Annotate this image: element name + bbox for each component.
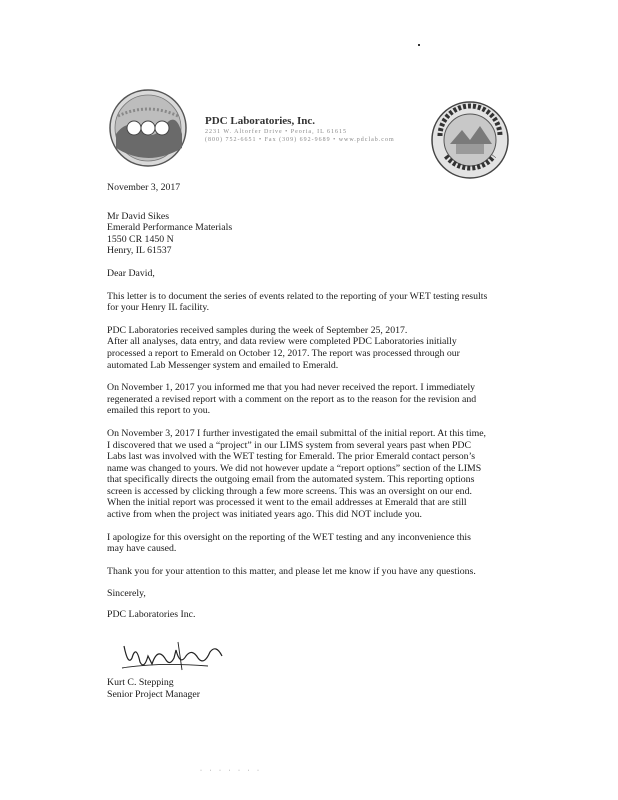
pdc-seal-logo-icon [108,88,188,168]
scan-footer-marks: · · · · · · · [200,768,262,774]
paragraph-2: PDC Laboratories received samples during the week of September 25, 2017. After all analyses, data entry, and data review were completed PDC Laboratories initially processed a report to Emerald on October 12, 2017. The report was processed through our automated Lab Messenger system and emailed to Emerald. [107,324,460,371]
signer-title: Senior Project Manager [107,688,201,700]
letterhead [205,115,435,143]
nelap-seal-logo-icon [430,100,510,180]
signature-block [107,677,200,700]
letter-body [107,182,527,632]
company-name: PDC Laboratories, Inc. [205,115,315,127]
paragraph-5: I apologize for this oversight on the reporting of the WET testing and any inconvenience this may have caused. [107,531,471,555]
signer-name: Kurt C. Stepping [107,677,174,688]
letterhead-phone: (800) 752-6651 • Fax (309) 692-9689 • www.pdclab.com [205,137,395,143]
recipient-company: Emerald Performance Materials [107,222,233,234]
letterhead-address: 2231 W. Altorfer Drive • Peoria, IL 61615 [205,129,348,135]
recipient-name: Mr David Sikes [107,210,170,222]
recipient-street: 1550 CR 1450 N [107,233,174,245]
recipient-address [107,211,527,257]
paragraph-6: Thank you for your attention to this matter, and please let me know if you have any questions. [107,565,476,577]
scan-speck [418,44,420,46]
closing: Sincerely, [107,588,146,600]
closing-company: PDC Laboratories Inc. [107,609,196,621]
recipient-city: Henry, IL 61537 [107,245,172,257]
paragraph-3: On November 1, 2017 you informed me that you had never received the report. I immediately regenerated a revised report with a comment on the report as to the reason for the revision and emailed this report to you. [107,382,477,417]
paragraph-1: This letter is to document the series of events related to the reporting of your WET testing results for your Henry IL facility. [107,290,488,314]
signature-icon [118,636,238,676]
salutation: Dear David, [107,267,155,279]
letter-date: November 3, 2017 [107,182,181,193]
paragraph-4: On November 3, 2017 I further investigated the email submittal of the initial report. At this time, I discovered that we used a “project” in our LIMS system from several years past when PDC Labs last was involved with the WET testing for Emerald. The prior Emerald contact person’s name was changed to yours. We did not however update a “report options” section of the LIMS that specifically directs the outgoing email from the automated system. This reporting options screen is accessed by clicking through a few more screens. This was an oversight on our end. When the initial report was processed it went to the email addresses at Emerald that are still active from when the project was initiated years ago. This did NOT include you. [107,427,487,521]
